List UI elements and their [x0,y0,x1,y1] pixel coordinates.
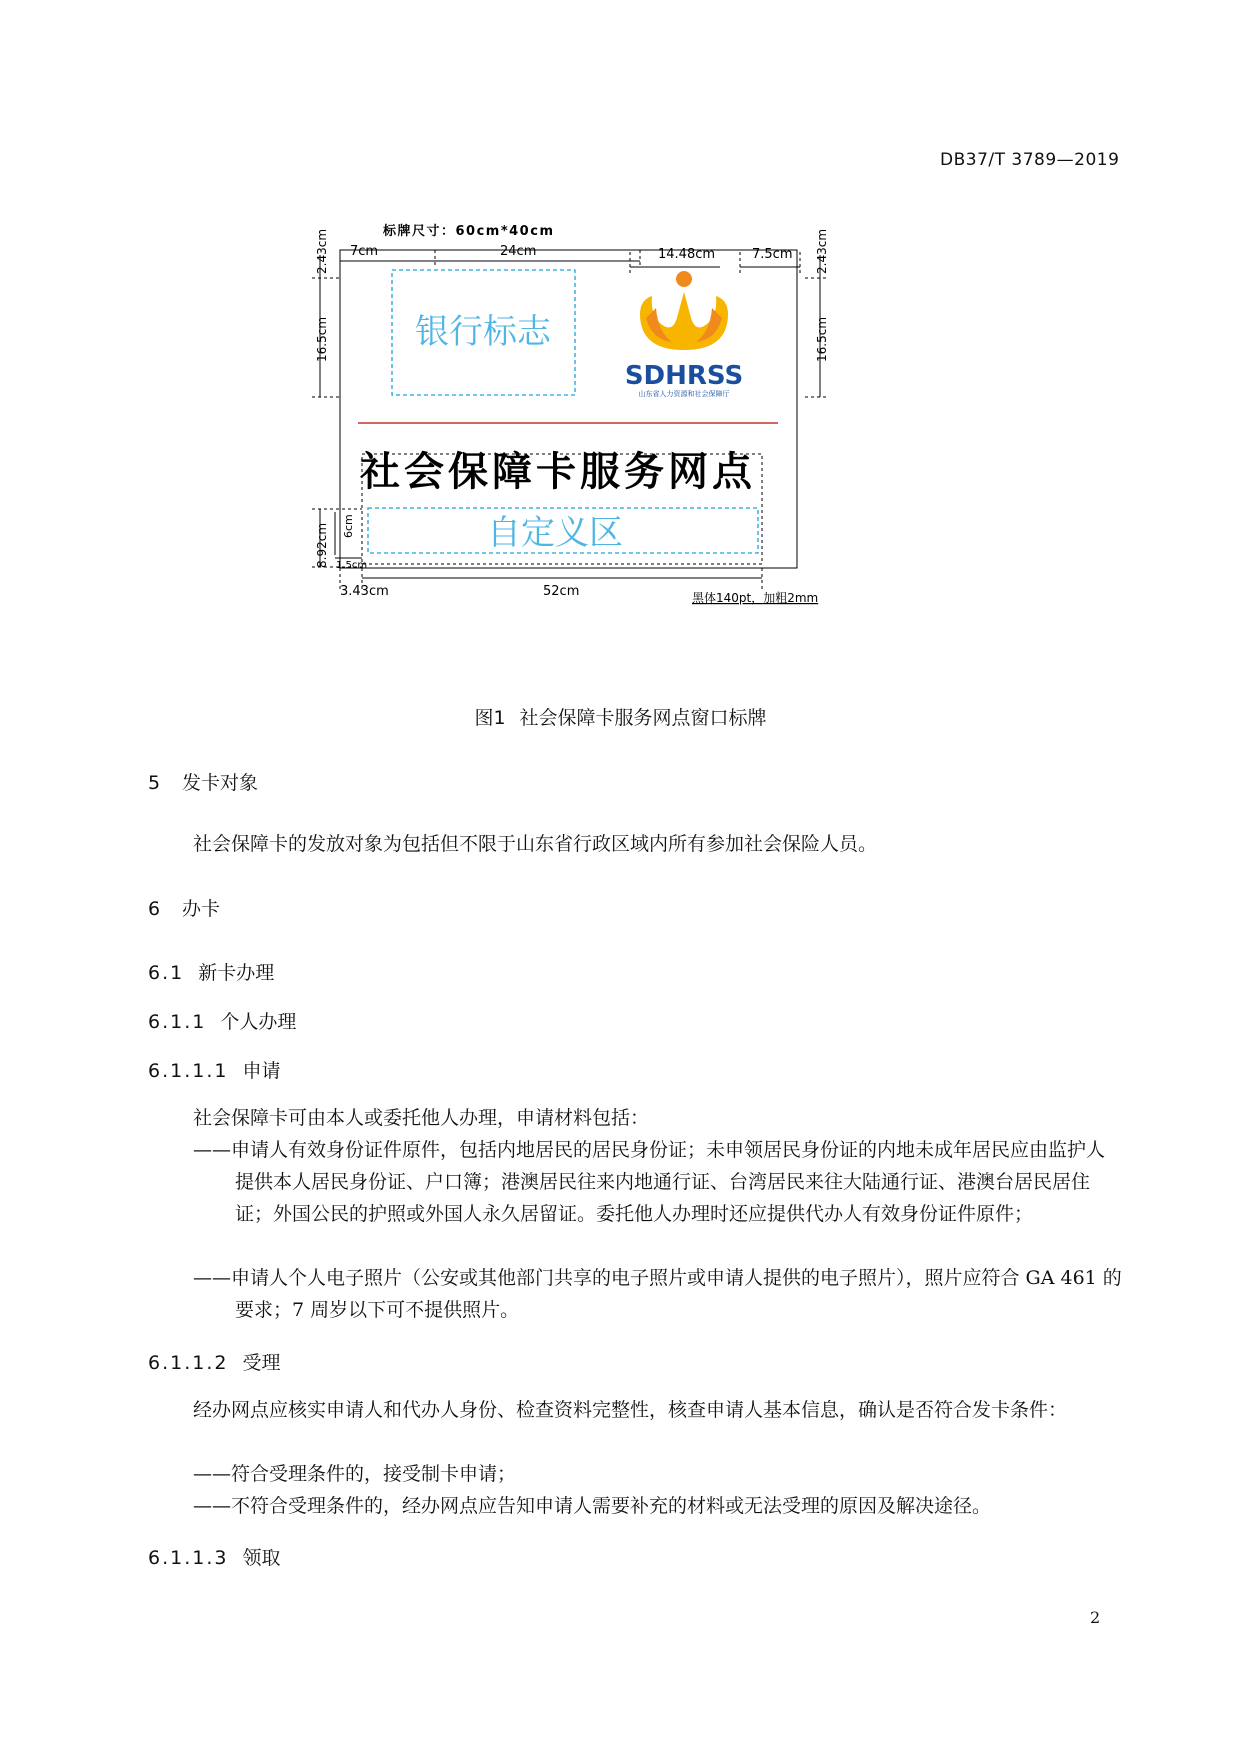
section-6-1-1-1-item-2: ——申请人个人电子照片（公安或其他部门共享的电子照片或申请人提供的电子照片），照片应符合 GA 461 的要求；7 周岁以下可不提供照片。 [193,1267,1122,1321]
section-6-title: 办卡 [182,898,221,920]
custom-area-text: 自定义区 [487,513,623,553]
logo-head-icon [676,271,692,287]
dim-top-mid: 24cm [500,244,537,259]
sign-size-label: 标牌尺寸：60cm*40cm [383,224,555,239]
logo-brand: SDHRSS [624,361,744,391]
figure-caption-num: 图1 [474,707,506,729]
section-6-1-1-2-heading [148,1348,281,1375]
section-6-1-1-1-intro: 社会保障卡可由本人或委托他人办理，申请材料包括： [193,1107,650,1129]
dim-top-right-b: 7.5cm [752,247,793,262]
dim-bottom-small: 1.5cm [336,560,368,571]
section-6-num: 6 [148,898,161,920]
bank-logo-text: 银行标志 [415,312,551,352]
sign-title: 社会保障卡服务网点 [360,449,756,495]
section-6-1-1-1-item-1: ——申请人有效身份证件原件，包括内地居民的居民身份证；未申领居民身份证的内地未成年居民应由监护人提供本人居民身份证、户口簿；港澳居民往来内地通行证、台湾居民来往大陆通行证、港澳台居民居住证；外国公民的护照或外国人永久居留证。委托他人办理时还应提供代办人有效身份证件原件； [193,1139,1106,1225]
sdhrss-logo [625,271,743,398]
dim-left-mid: 16.5cm [315,316,329,362]
sign-diagram-svg [315,222,940,662]
font-note: 黑体140pt，加粗2mm [692,591,819,605]
figure-caption [0,703,1241,730]
section-6-1-1-2-item-1: ——符合受理条件的，接受制卡申请； [193,1463,517,1485]
dim-bottom-left: 3.43cm [340,584,389,599]
dim-left-inner: 6cm [342,514,355,538]
page-number: 2 [1090,1608,1101,1627]
section-6-1-1-heading [148,1007,296,1034]
sign-diagram [315,222,940,662]
logo-sub: 山东省人力资源和社会保障厅 [638,390,730,398]
dim-left-bottom: 8.92cm [315,522,329,568]
section-6-heading [148,894,220,921]
section-5-body: 社会保障卡的发放对象为包括但不限于山东省行政区域内所有参加社会保险人员。 [193,833,878,855]
section-6-1-1-1-heading [148,1056,281,1083]
section-6-1-1-1-num: 6.1.1.1 [148,1060,229,1082]
section-6-1-1-2-num: 6.1.1.2 [148,1352,229,1374]
section-6-1-1-1-title: 申请 [242,1060,281,1082]
section-6-1-1-3-num: 6.1.1.3 [148,1547,229,1569]
section-6-1-heading [148,958,274,985]
dim-left-top: 2.43cm [315,228,329,274]
section-5-num: 5 [148,772,161,794]
document-id: DB37/T 3789—2019 [940,150,1120,170]
section-6-1-1-2-title: 受理 [242,1352,281,1374]
section-6-1-1-2-body: 经办网点应核实申请人和代办人身份、检查资料完整性，核查申请人基本信息，确认是否符合发卡条件： [193,1399,1068,1421]
section-6-1-1-title: 个人办理 [220,1011,297,1033]
section-6-1-title: 新卡办理 [198,962,275,984]
section-5-heading [148,768,258,795]
dim-right-mid: 16.5cm [815,316,829,362]
section-6-1-num: 6.1 [148,962,185,984]
dim-right-top: 2.43cm [815,228,829,274]
dim-top-right-a: 14.48cm [658,247,716,262]
section-5-title: 发卡对象 [182,772,259,794]
section-6-1-1-2-item-2: ——不符合受理条件的，经办网点应告知申请人需要补充的材料或无法受理的原因及解决途径。 [193,1495,992,1517]
dim-bottom-mid: 52cm [543,584,580,599]
dim-top-left: 7cm [350,244,379,259]
section-6-1-1-3-title: 领取 [242,1547,281,1569]
section-6-1-1-num: 6.1.1 [148,1011,207,1033]
section-6-1-1-3-heading [148,1543,281,1570]
figure-caption-text: 社会保障卡服务网点窗口标牌 [519,707,767,729]
